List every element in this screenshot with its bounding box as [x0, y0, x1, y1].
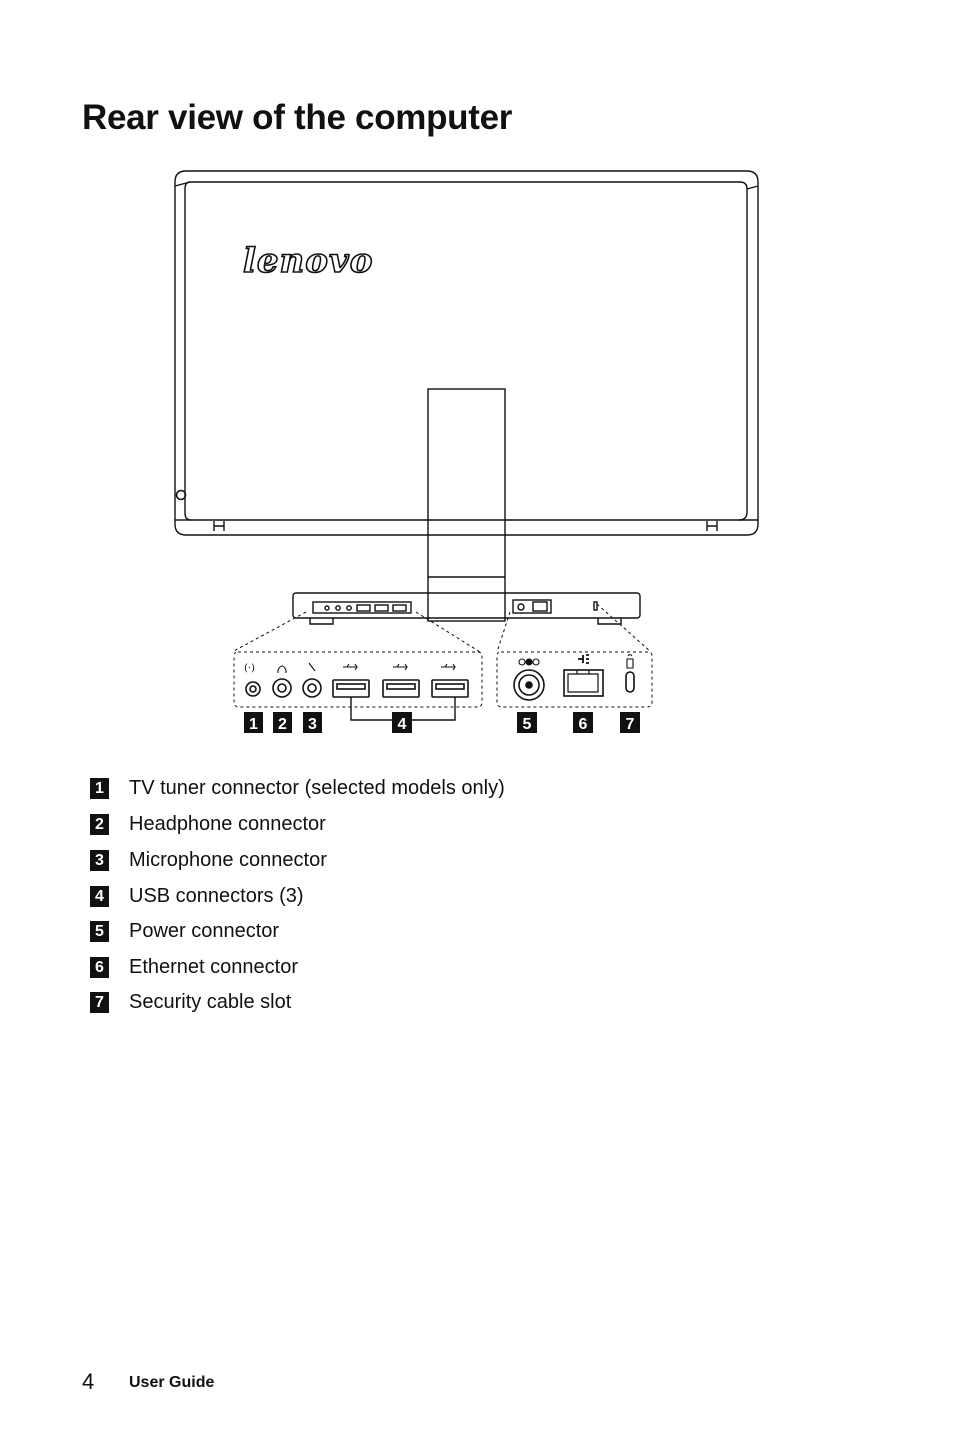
port-icons [244, 655, 633, 675]
tv-tuner-port [246, 682, 260, 696]
svg-text:2: 2 [278, 716, 287, 733]
page-number: 4 [82, 1369, 95, 1394]
stand-base [293, 593, 640, 618]
legend-number: 4 [90, 886, 109, 907]
legend-number: 3 [90, 850, 109, 871]
callout-markers [244, 712, 640, 733]
legend-text: Headphone connector [129, 813, 326, 835]
legend-text: Power connector [129, 920, 280, 942]
legend-text: Ethernet connector [129, 956, 298, 978]
legend-number: 1 [90, 778, 109, 799]
legend-number: 2 [90, 814, 109, 835]
power-button-icon [177, 491, 186, 500]
svg-text:(·): (·) [244, 663, 255, 674]
monitor-bezel [185, 182, 747, 520]
headphone-port [273, 679, 291, 697]
svg-text:7: 7 [625, 716, 635, 733]
page-title: Rear view of the computer [82, 98, 513, 137]
svg-text:4: 4 [397, 716, 407, 733]
legend-text: USB connectors (3) [129, 885, 304, 907]
legend-text: Microphone connector [129, 849, 327, 871]
stand-neck [428, 389, 505, 621]
legend-number: 7 [90, 992, 109, 1013]
lenovo-logo: lenovo [243, 241, 374, 281]
legend-number: 6 [90, 957, 109, 978]
svg-text:1: 1 [249, 716, 258, 733]
microphone-port [303, 679, 321, 697]
footer-title: User Guide [129, 1374, 215, 1391]
svg-text:5: 5 [522, 716, 532, 733]
svg-text:3: 3 [308, 716, 317, 733]
legend-text: Security cable slot [129, 991, 292, 1013]
legend-number: 5 [90, 921, 109, 942]
legend-text: TV tuner connector (selected models only) [129, 777, 505, 799]
monitor-outline [175, 171, 758, 535]
svg-text:6: 6 [578, 716, 588, 733]
security-slot [626, 672, 634, 692]
